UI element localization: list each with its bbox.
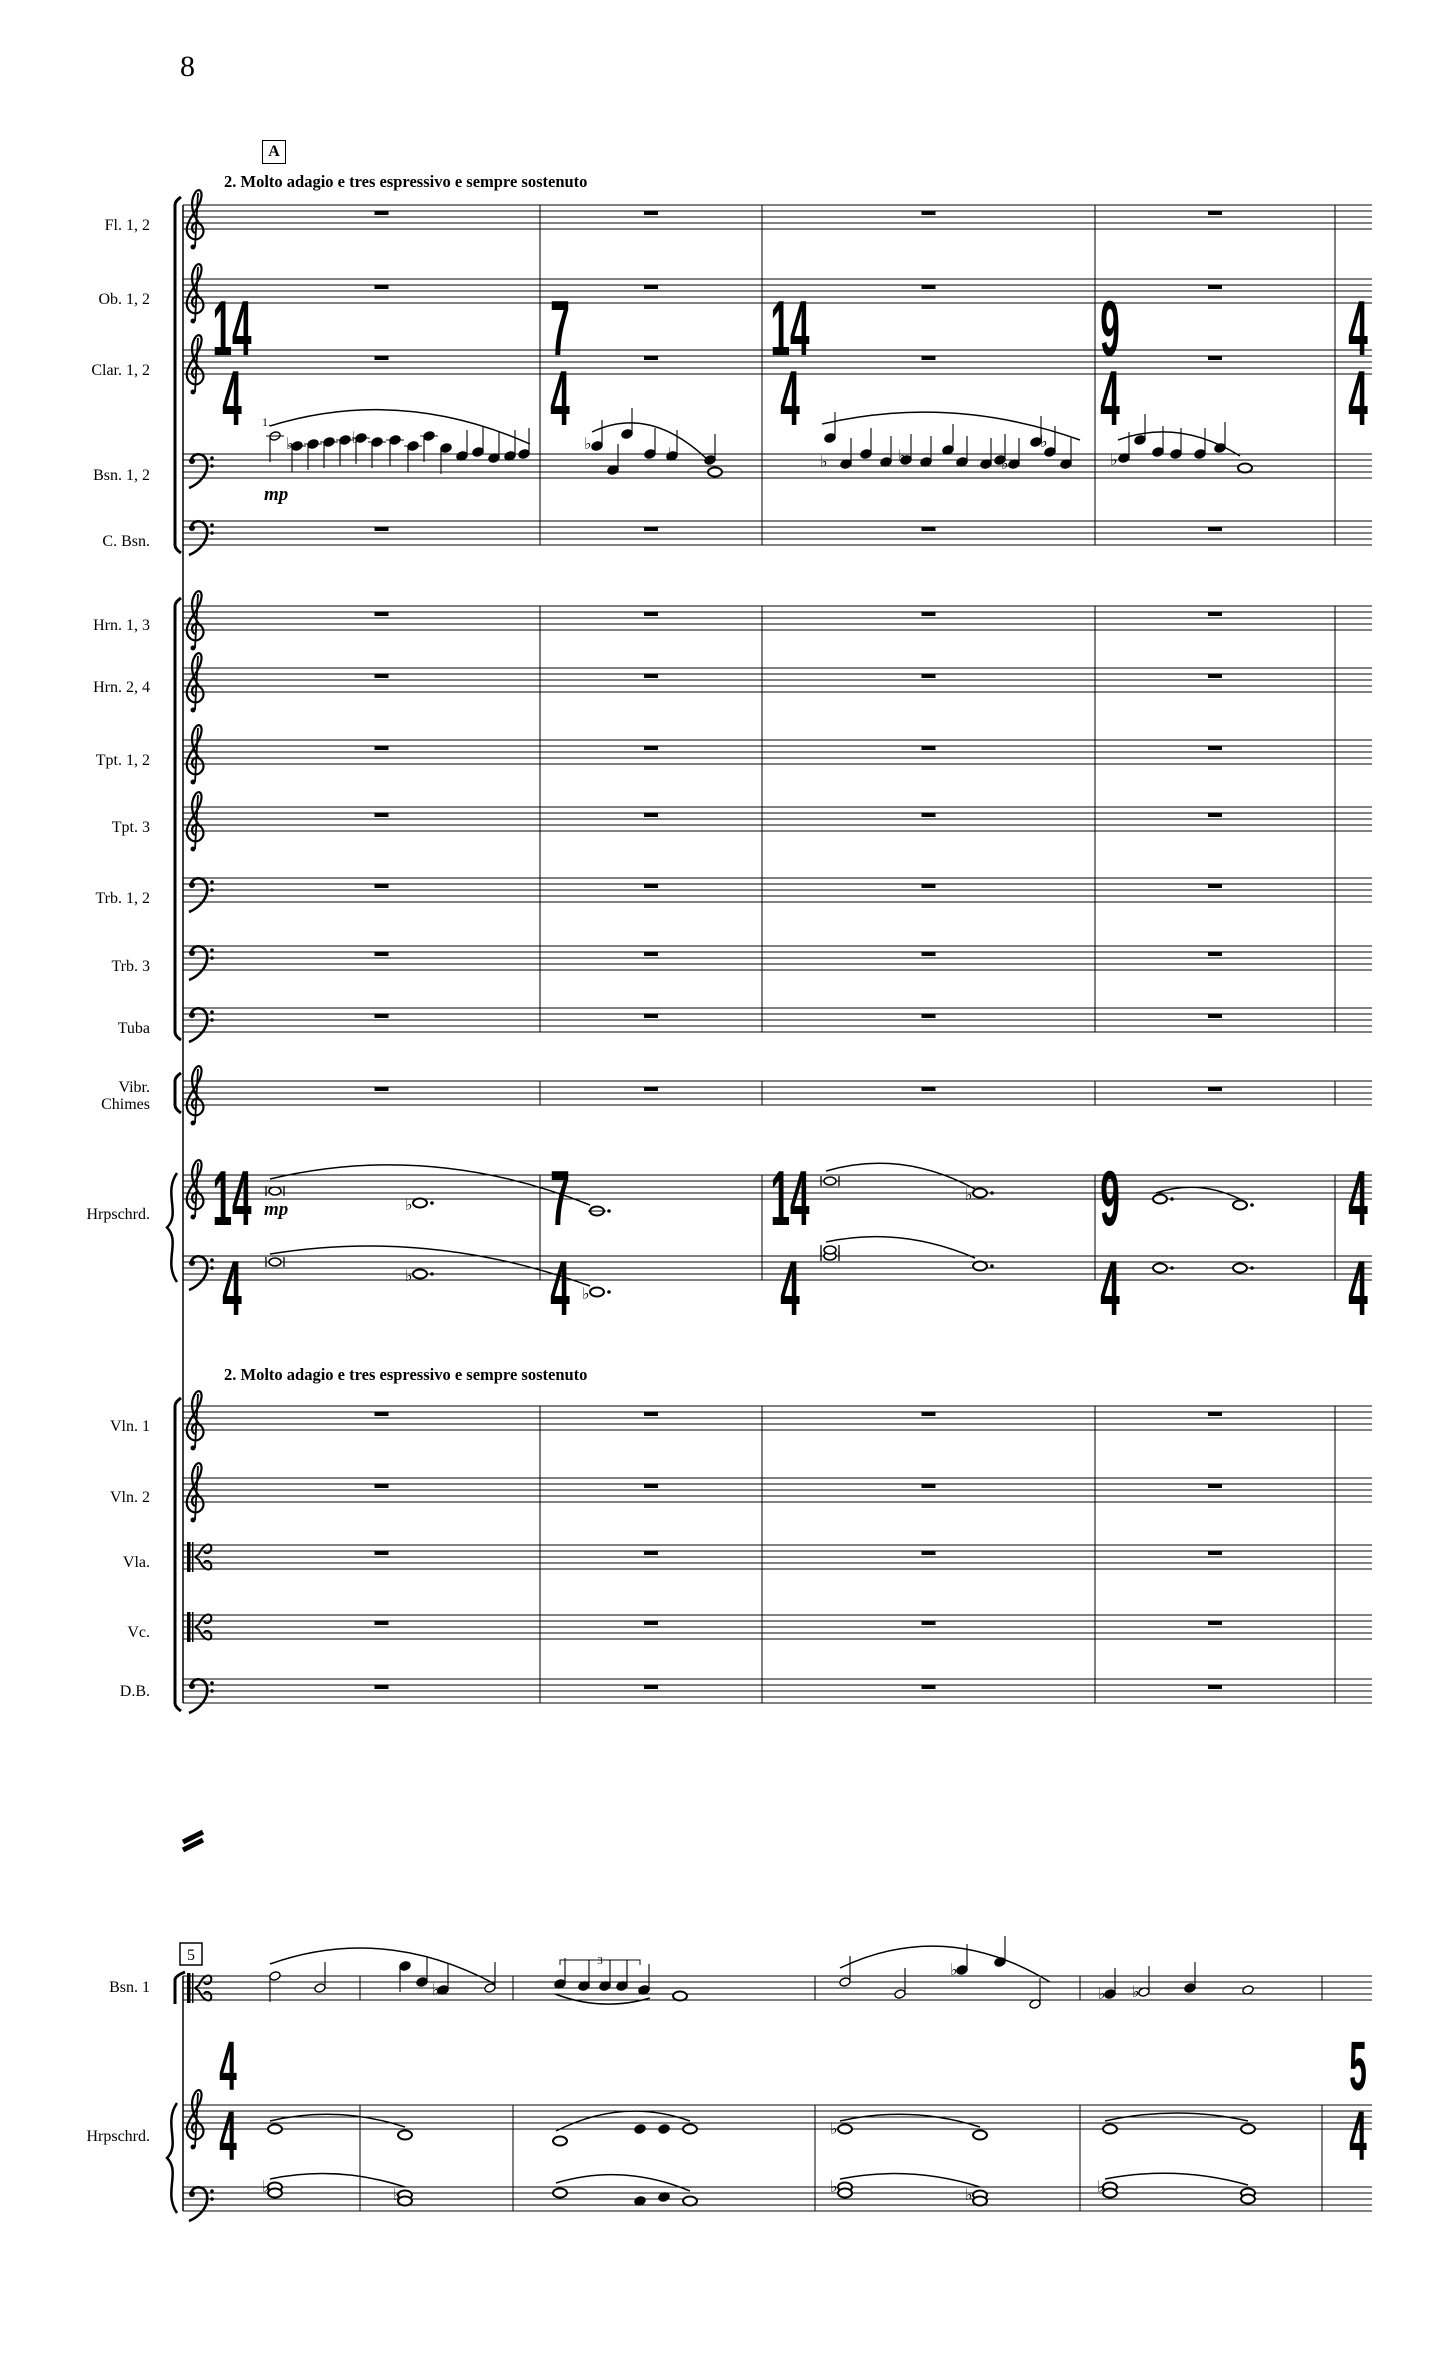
bass-clef bbox=[189, 1679, 214, 1713]
label-vibraphone: Vibr. bbox=[118, 1079, 150, 1096]
label-cello: Vc. bbox=[127, 1624, 150, 1641]
whole-rest bbox=[1208, 1087, 1222, 1091]
whole-rest bbox=[922, 527, 936, 531]
label-harpsichord: Hrpschrd. bbox=[86, 1206, 150, 1223]
svg-text:♭: ♭ bbox=[432, 1980, 440, 1999]
whole-rest bbox=[1208, 211, 1222, 215]
tempo-marking-top: 2. Molto adagio e tres espressivo e sempre sostenuto bbox=[224, 172, 588, 191]
treble-clef bbox=[187, 264, 204, 323]
whole-rest bbox=[922, 1087, 936, 1091]
treble-clef bbox=[187, 1391, 204, 1450]
label-bassoon-1: Bsn. 1 bbox=[109, 1979, 150, 1996]
whole-rest bbox=[1208, 813, 1222, 817]
whole-rest bbox=[644, 1551, 658, 1555]
svg-text:♭: ♭ bbox=[1097, 2177, 1105, 2196]
treble-clef bbox=[187, 335, 204, 394]
time-signature-denominator-4: 4 bbox=[1348, 354, 1368, 442]
svg-text:♭: ♭ bbox=[668, 444, 676, 463]
time-signature-denominator-h1: 4 bbox=[550, 1244, 570, 1332]
whole-rest bbox=[1208, 884, 1222, 888]
whole-rest bbox=[1208, 1685, 1222, 1689]
whole-rest bbox=[1208, 952, 1222, 956]
label-harpsichord-2: Hrpschrd. bbox=[86, 2128, 150, 2145]
label-violin-1: Vln. 1 bbox=[110, 1418, 150, 1435]
svg-text:♭: ♭ bbox=[950, 1960, 958, 1979]
label-trumpet-3: Tpt. 3 bbox=[111, 819, 150, 836]
whole-rest bbox=[644, 612, 658, 616]
rehearsal-mark: A bbox=[262, 140, 286, 164]
label-trombone-3: Trb. 3 bbox=[111, 958, 150, 975]
treble-clef bbox=[187, 725, 204, 784]
treble-clef bbox=[187, 1160, 204, 1219]
tempo-marking-strings: 2. Molto adagio e tres espressivo e sempre sostenuto bbox=[224, 1365, 588, 1384]
whole-rest bbox=[375, 1087, 389, 1091]
whole-rest bbox=[922, 1551, 936, 1555]
whole-rest bbox=[922, 1014, 936, 1018]
time-signature-numerator-h4: 4 bbox=[1348, 1154, 1368, 1242]
whole-rest bbox=[1208, 1484, 1222, 1488]
whole-rest bbox=[644, 1412, 658, 1416]
whole-rest bbox=[922, 356, 936, 360]
treble-clef bbox=[187, 591, 204, 650]
time-signature-numerator-h2: 14 bbox=[770, 1154, 810, 1242]
time-signature-denominator-1: 4 bbox=[550, 354, 570, 442]
label-oboe: Ob. 1, 2 bbox=[98, 291, 150, 308]
time-signature-numerator-2: 14 bbox=[770, 284, 810, 372]
whole-rest bbox=[644, 1087, 658, 1091]
svg-text:♭: ♭ bbox=[965, 2185, 973, 2204]
whole-rest bbox=[375, 1014, 389, 1018]
svg-text:♭: ♭ bbox=[584, 434, 592, 453]
whole-rest bbox=[375, 813, 389, 817]
label-horn-1-3: Hrn. 1, 3 bbox=[93, 617, 150, 634]
whole-rest bbox=[644, 1484, 658, 1488]
whole-rest bbox=[922, 1621, 936, 1625]
time-signature-denominator-h2: 4 bbox=[780, 1244, 800, 1332]
bass-clef bbox=[189, 2187, 214, 2221]
whole-rest bbox=[1208, 285, 1222, 289]
whole-rest bbox=[1208, 1412, 1222, 1416]
svg-text:♭: ♭ bbox=[262, 2177, 270, 2196]
treble-clef bbox=[187, 792, 204, 851]
whole-rest bbox=[375, 356, 389, 360]
whole-rest bbox=[375, 952, 389, 956]
whole-rest bbox=[644, 356, 658, 360]
dynamic-mp-bassoon: mp bbox=[264, 484, 289, 505]
time-signature-numerator-s2-0: 4 bbox=[219, 2026, 237, 2106]
whole-rest bbox=[922, 285, 936, 289]
whole-rest bbox=[1208, 1621, 1222, 1625]
whole-rest bbox=[644, 1685, 658, 1689]
svg-text:♭: ♭ bbox=[1110, 450, 1118, 469]
whole-rest bbox=[375, 674, 389, 678]
time-signature-numerator-h3: 9 bbox=[1100, 1154, 1120, 1242]
treble-clef bbox=[187, 190, 204, 249]
label-viola: Vla. bbox=[122, 1554, 150, 1571]
bass-clef bbox=[189, 1008, 214, 1042]
whole-rest bbox=[375, 1551, 389, 1555]
svg-text:♭: ♭ bbox=[830, 2119, 838, 2138]
label-flute: Fl. 1, 2 bbox=[104, 217, 150, 234]
time-signature-denominator-h4: 4 bbox=[1348, 1244, 1368, 1332]
whole-rest bbox=[922, 1412, 936, 1416]
treble-clef bbox=[187, 653, 204, 712]
whole-rest bbox=[1208, 527, 1222, 531]
svg-text:♭: ♭ bbox=[965, 1185, 973, 1204]
svg-text:♭: ♭ bbox=[393, 2185, 401, 2204]
svg-text:♭: ♭ bbox=[1098, 1984, 1106, 2003]
whole-rest bbox=[375, 211, 389, 215]
whole-rest bbox=[922, 813, 936, 817]
dynamic-mp-harpsichord: mp bbox=[264, 1199, 289, 1220]
svg-text:♭: ♭ bbox=[352, 428, 360, 447]
fingering-1: 1. bbox=[262, 415, 271, 429]
bass-clef bbox=[189, 1256, 214, 1290]
time-signature-denominator-3: 4 bbox=[1100, 354, 1120, 442]
time-signature-denominator-h0: 4 bbox=[222, 1244, 242, 1332]
whole-rest bbox=[644, 1621, 658, 1625]
whole-rest bbox=[1208, 746, 1222, 750]
whole-rest bbox=[375, 285, 389, 289]
svg-text:♭: ♭ bbox=[1040, 432, 1048, 451]
whole-rest bbox=[922, 952, 936, 956]
whole-rest bbox=[1208, 1551, 1222, 1555]
measure-number: 5 bbox=[187, 1947, 195, 1964]
whole-rest bbox=[922, 746, 936, 750]
svg-text:♭: ♭ bbox=[405, 1195, 413, 1214]
label-double-bass: D.B. bbox=[119, 1683, 150, 1700]
treble-clef bbox=[187, 1463, 204, 1522]
time-signature-numerator-h0: 14 bbox=[212, 1154, 252, 1242]
label-trombone-1-2: Trb. 1, 2 bbox=[95, 890, 150, 907]
whole-rest bbox=[644, 813, 658, 817]
treble-clef bbox=[187, 2090, 204, 2149]
time-signature-numerator-0: 14 bbox=[212, 284, 252, 372]
whole-rest bbox=[375, 527, 389, 531]
whole-rest bbox=[644, 1014, 658, 1018]
label-horn-2-4: Hrn. 2, 4 bbox=[93, 679, 150, 696]
time-signature-denominator-0: 4 bbox=[222, 354, 242, 442]
time-signature-numerator-4: 4 bbox=[1348, 284, 1368, 372]
time-signature-numerator-h1: 7 bbox=[550, 1154, 570, 1242]
svg-text:♭: ♭ bbox=[1001, 454, 1009, 473]
whole-rest bbox=[1208, 674, 1222, 678]
time-signature-denominator-h3: 4 bbox=[1100, 1244, 1120, 1332]
treble-clef bbox=[187, 1066, 204, 1125]
label-clarinet: Clar. 1, 2 bbox=[91, 362, 150, 379]
time-signature-numerator-3: 9 bbox=[1100, 284, 1120, 372]
bass-clef bbox=[189, 454, 214, 488]
label-chimes: Chimes bbox=[101, 1096, 150, 1113]
svg-text:♭: ♭ bbox=[582, 1284, 590, 1303]
system-separator bbox=[183, 1832, 203, 1850]
whole-rest bbox=[375, 1621, 389, 1625]
bass-clef bbox=[189, 521, 214, 555]
svg-text:♭: ♭ bbox=[830, 2177, 838, 2196]
whole-rest bbox=[644, 884, 658, 888]
bass-clef bbox=[189, 946, 214, 980]
bass-clef bbox=[189, 878, 214, 912]
label-violin-2: Vln. 2 bbox=[110, 1489, 150, 1506]
svg-text:♭: ♭ bbox=[898, 446, 906, 465]
svg-text:♭: ♭ bbox=[286, 434, 294, 453]
time-signature-numerator-s2-1: 5 bbox=[1349, 2026, 1367, 2106]
whole-rest bbox=[644, 746, 658, 750]
whole-rest bbox=[1208, 356, 1222, 360]
whole-rest bbox=[644, 674, 658, 678]
label-bassoon: Bsn. 1, 2 bbox=[93, 467, 150, 484]
whole-rest bbox=[922, 211, 936, 215]
whole-rest bbox=[375, 1412, 389, 1416]
whole-rest bbox=[644, 211, 658, 215]
tuplet-3: 3 bbox=[597, 1955, 603, 1967]
whole-rest bbox=[375, 1685, 389, 1689]
time-signature-denominator-s2-1: 4 bbox=[1349, 2096, 1367, 2176]
whole-rest bbox=[375, 884, 389, 888]
whole-rest bbox=[922, 1685, 936, 1689]
time-signature-denominator-2: 4 bbox=[780, 354, 800, 442]
whole-rest bbox=[644, 285, 658, 289]
label-contrabassoon: C. Bsn. bbox=[102, 533, 150, 550]
svg-text:♭: ♭ bbox=[405, 1266, 413, 1285]
whole-rest bbox=[644, 952, 658, 956]
label-trumpet-1-2: Tpt. 1, 2 bbox=[95, 752, 150, 769]
svg-text:♭: ♭ bbox=[820, 452, 828, 471]
whole-rest bbox=[375, 612, 389, 616]
whole-rest bbox=[922, 1484, 936, 1488]
whole-rest bbox=[1208, 612, 1222, 616]
label-tuba: Tuba bbox=[117, 1020, 150, 1037]
whole-rest bbox=[1208, 1014, 1222, 1018]
svg-text:♭: ♭ bbox=[1132, 1982, 1140, 2001]
time-signature-numerator-1: 7 bbox=[550, 284, 570, 372]
page-number: 8 bbox=[180, 50, 195, 83]
time-signature-denominator-s2-0: 4 bbox=[219, 2096, 237, 2176]
whole-rest bbox=[922, 884, 936, 888]
whole-rest bbox=[644, 527, 658, 531]
whole-rest bbox=[922, 612, 936, 616]
whole-rest bbox=[375, 746, 389, 750]
whole-rest bbox=[375, 1484, 389, 1488]
whole-rest bbox=[922, 674, 936, 678]
